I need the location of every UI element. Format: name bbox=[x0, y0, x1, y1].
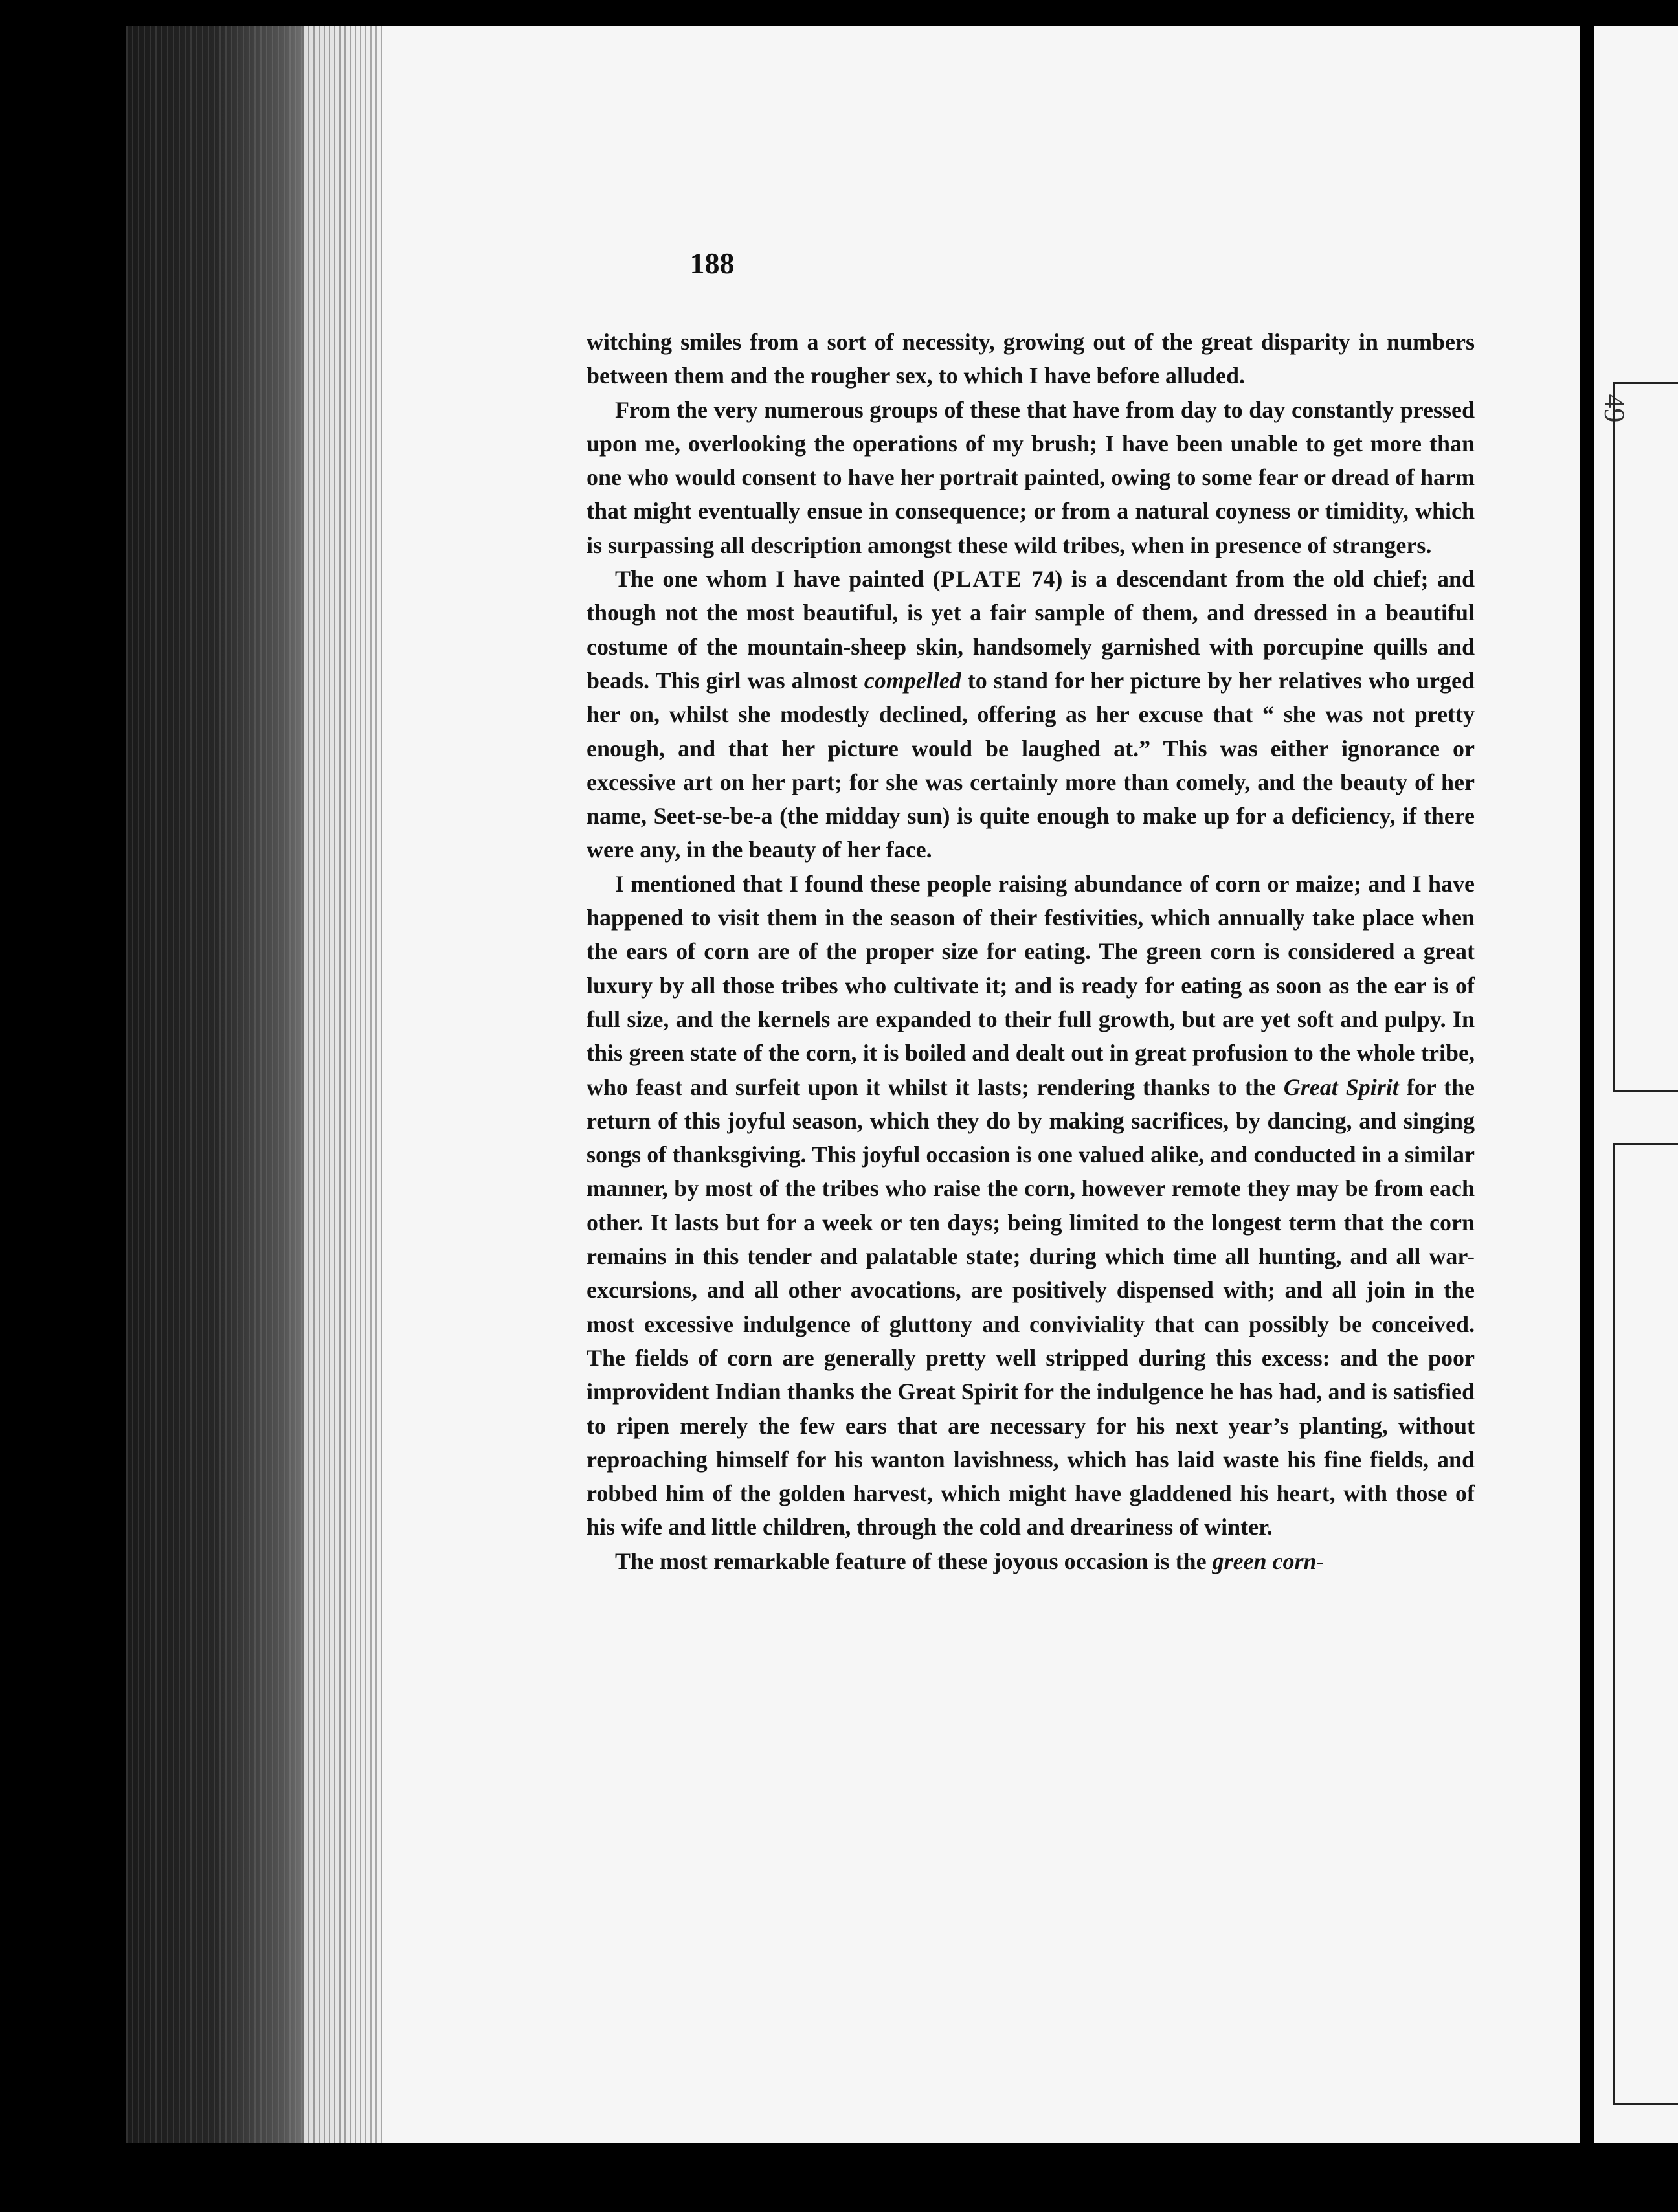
paragraph-3-text-b: 74) is a descendant from the old chief; and though not the most beautiful, is yet a fair sample of them, and dressed in a beautiful costume of the mountain-sheep skin, handsomely garnished with porcupine quills and beads. This girl was almost bbox=[587, 566, 1475, 694]
page-number: 188 bbox=[689, 247, 735, 280]
paragraph-3-text-c: to stand for her picture by her relatives who urged her on, whilst she modestly declined, offering as her excuse that “ she was not pretty enough, and that her picture would be laughed at.” This was either ignorance or excessive art on her part; for she was certainly more than comely, and the beauty of her name, Seet-se-be-a (the midday sun) is quite enough to make up for a deficiency, if there were any, in the beauty of her face. bbox=[587, 667, 1475, 863]
page-edge-lines bbox=[304, 26, 382, 2143]
plate-reference: PLATE bbox=[940, 566, 1023, 592]
emphasis-great-spirit: Great Spirit bbox=[1283, 1074, 1399, 1100]
paragraph-1: witching smiles from a sort of necessity, growing out of the great disparity in numbers between them and the rougher sex, to which I have before alluded. bbox=[587, 329, 1475, 389]
paragraph-4-text-a: I mentioned that I found these people raising abundance of corn or maize; and I have happened to visit them in the season of their festivities, which annually take place when the ears of corn are of the proper size for eating. The green corn is considered a great luxury by all those tribes who cultivate it; and is ready for eating as soon as the ear is of full size, and the kernels are expanded to their full growth, but are yet soft and pulpy. In this green state of the corn, it is boiled and dealt out in great profusion to the whole tribe, who feast and surfeit upon it whilst it lasts; rendering thanks to the bbox=[587, 870, 1475, 1100]
paragraph-4-text-b: for the return of this joyful season, which they do by making sacrifices, by dancing, and singing songs of thanksgiving. This joyful occasion is one valued alike, and conducted in a similar manner, by most of the tribes who raise the corn, however remote they may be from each other. It lasts but for a week or ten days; being limited to the longest term that the corn remains in this tender and palatable state; during which time all hunting, and all war-excursions, and all other avocations, are positively dispensed with; and all join in the most excessive indulgence of gluttony and conviviality that can possibly be conceived. The fields of corn are generally pretty well stripped during this excess: and the poor improvident Indian thanks the Great Spirit for the indulgence he has had, and is satisfied to ripen merely the few ears that are necessary for his next year’s planting, without reproaching himself for his wanton lavishness, which has laid waste his fine fields, and robbed him of the golden harvest, which might have gladdened his heart, with those of his wife and little children, through the cold and dreariness of winter. bbox=[587, 1074, 1475, 1541]
emphasis-green-corn: green corn- bbox=[1212, 1548, 1325, 1574]
paragraph-3-text-a: The one whom I have painted ( bbox=[615, 566, 941, 592]
facing-page-plate-frame-upper bbox=[1613, 382, 1678, 1092]
paragraph-5-text-a: The most remarkable feature of these joyous occasion is the bbox=[615, 1548, 1213, 1574]
facing-page-margin-mark: 49 bbox=[1598, 394, 1631, 423]
facing-page-plate-frame-lower bbox=[1613, 1143, 1678, 2105]
facing-page bbox=[1594, 26, 1678, 2143]
paragraph-2: From the very numerous groups of these that have from day to day constantly pressed upon me, overlooking the operations of my brush; I have been unable to get more than one who would consent to have her portrait painted, owing to some fear or dread of harm that might eventually ensue in consequence; or from a natural coyness or timidity, which is surpassing all description amongst these wild tribes, when in presence of strangers. bbox=[587, 396, 1475, 558]
paragraph-4 bbox=[587, 867, 1475, 1544]
paragraph-5 bbox=[587, 1544, 1475, 1578]
body-text bbox=[587, 325, 1475, 1578]
paragraph-3 bbox=[587, 562, 1475, 867]
emphasis-compelled: compelled bbox=[864, 667, 961, 694]
